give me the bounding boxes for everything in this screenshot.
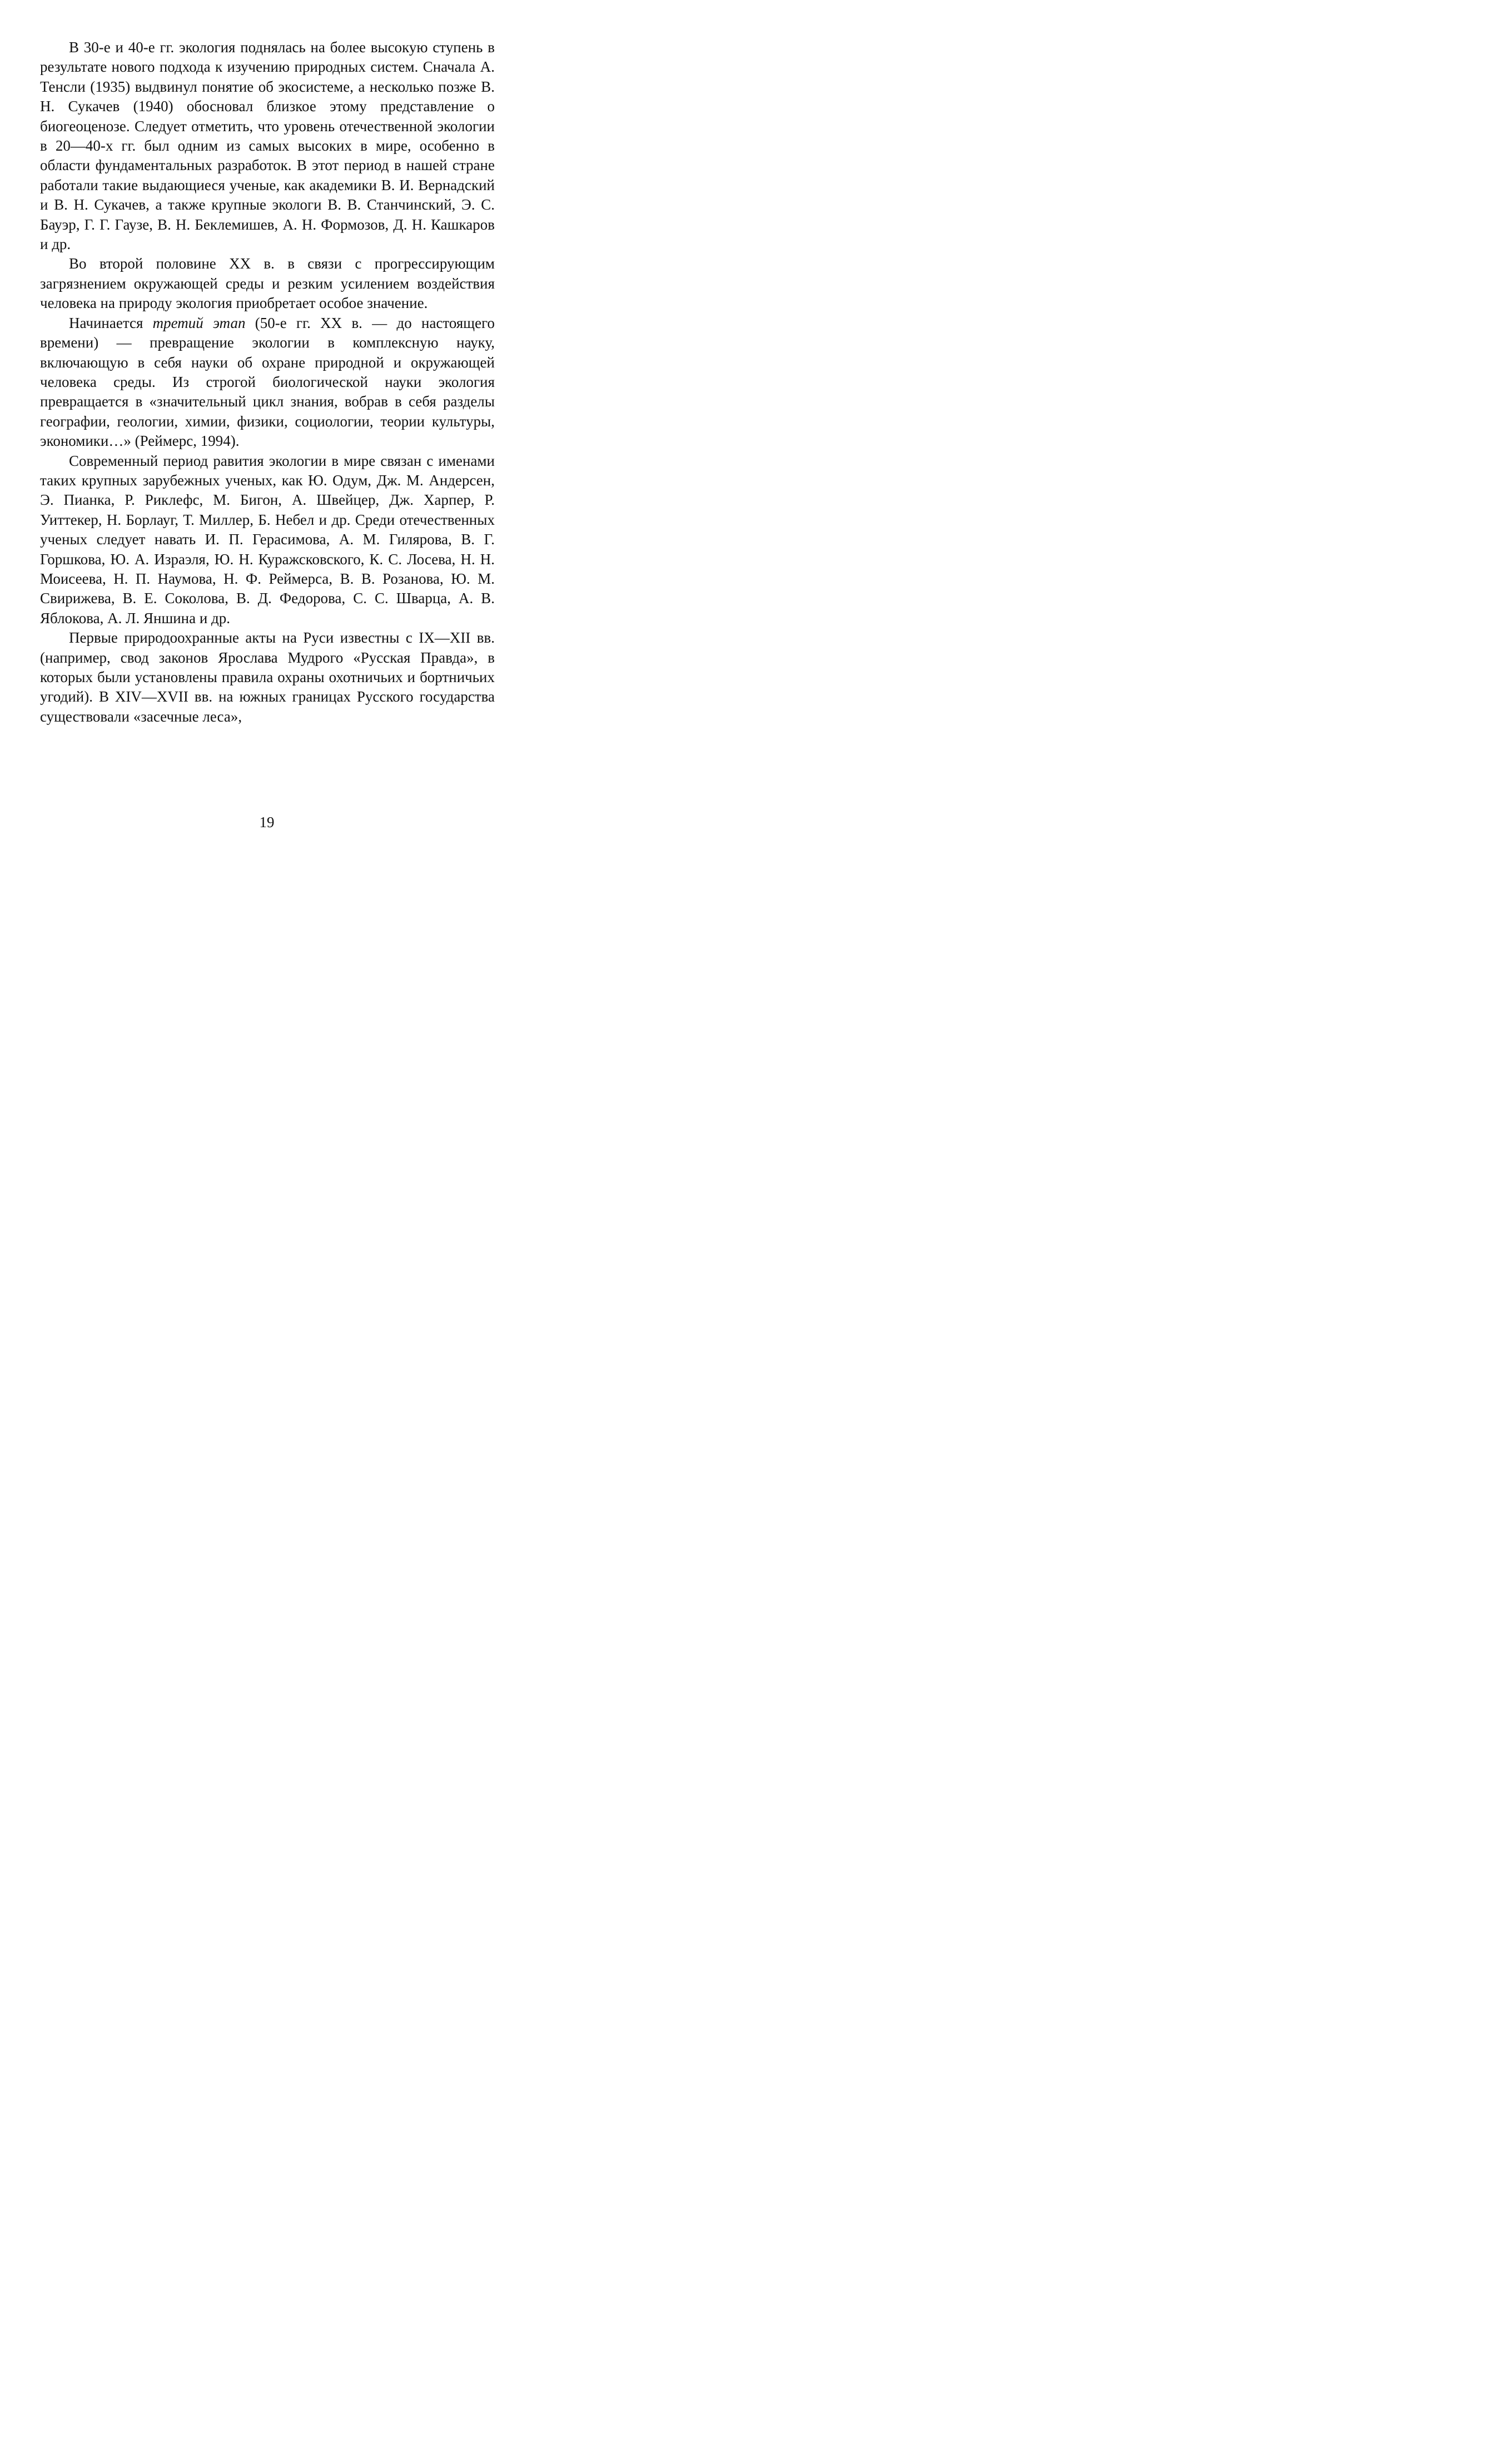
- third-stage-emphasis: третий этап: [152, 314, 246, 331]
- third-stage-body-text: (50-е гг. XX в. — до настоящего времени) — превращение экологии в комплексную науку, включающую в себя науки об охране природной и окружающей человека среды. Из строгой биологической науки экология превращается в «значительный цикл знания, вобрав в себя разделы географии, геологии, химии, физики, социологии, теории культуры, экономики…» (Реймерс, 1994).: [40, 314, 495, 450]
- paragraph-second-half-xx-century: Во второй половине XX в. в связи с прогрессирующим загрязнением окружающей среды и резким усилением воздействия человека на природу экология приобретает особое значение.: [40, 255, 495, 312]
- paragraph-first-nature-protection-acts: Первые природоохранные акты на Руси известны с IX—XII вв. (например, свод законов Ярослава Мудрого «Русская Правда», в которых были установлены правила охраны охотничьих и бортничьих угодий). В XIV—XVII вв. на южных границах Русского государства существовали «засечные леса»,: [40, 629, 495, 725]
- body-text: [40, 38, 495, 727]
- paragraph-ecology-30s-40s: В 30-е и 40-е гг. экология поднялась на более высокую ступень в результате нового подхода к изучению природных систем. Сначала А. Тенсли (1935) выдвинул понятие об экосистеме, а несколько позже В. Н. Сукачев (1940) обосновал близкое этому представление о биогеоценозе. Следует отметить, что уровень отечественной экологии в 20—40-х гг. был одним из самых высоких в мире, особенно в области фундаментальных разработок. В этот период в нашей стране работали такие выдающиеся ученые, как академики В. И. Вернадский и В. Н. Сукачев, а также крупные экологи В. В. Станчинский, Э. С. Бауэр, Г. Г. Гаузе, В. Н. Беклемишев, А. Н. Формозов, Д. Н. Кашкаров и др.: [40, 39, 495, 253]
- paragraph-third-stage: [40, 314, 495, 451]
- book-page: [0, 0, 534, 868]
- page-number: 19: [259, 814, 275, 831]
- paragraph-modern-period: Современный период равития экологии в мире связан с именами таких крупных зарубежных ученых, как Ю. Одум, Дж. М. Андерсен, Э. Пианка, Р. Риклефс, М. Бигон, А. Швейцер, Дж. Харпер, Р. Уиттекер, Н. Борлауг, Т. Миллер, Б. Небел и др. Среди отечественных ученых следует навать И. П. Герасимова, А. М. Гилярова, В. Г. Горшкова, Ю. А. Израэля, Ю. Н. Куражсковского, К. С. Лосева, Н. Н. Моисеева, Н. П. Наумова, Н. Ф. Реймерса, В. В. Розанова, Ю. М. Свирижева, В. Е. Соколова, В. Д. Федорова, С. С. Шварца, А. В. Яблокова, А. Л. Яншина и др.: [40, 452, 495, 627]
- third-stage-lead-text: Начинается: [69, 314, 153, 331]
